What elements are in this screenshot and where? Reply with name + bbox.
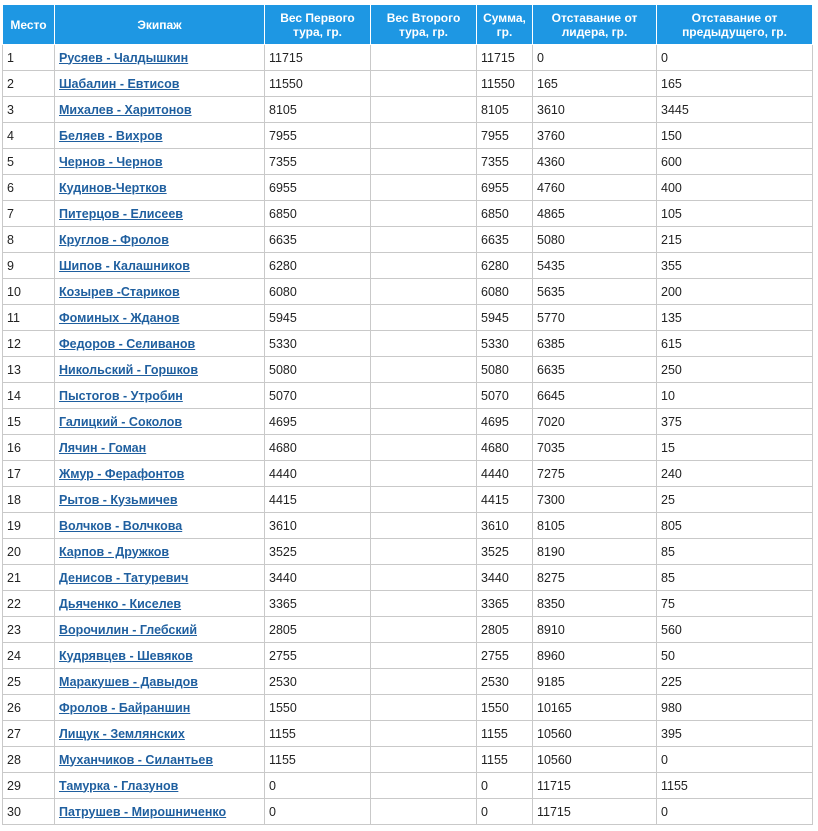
gap-previous-cell: 135 xyxy=(657,305,813,331)
crew-cell xyxy=(55,331,265,357)
weight-round-2-cell xyxy=(371,175,477,201)
crew-link[interactable]: Беляев - Вихров xyxy=(59,128,163,143)
place-cell: 1 xyxy=(3,45,55,71)
place-cell: 29 xyxy=(3,773,55,799)
table-row xyxy=(3,695,813,721)
weight-round-2-cell xyxy=(371,409,477,435)
crew-link[interactable]: Русяев - Чалдышкин xyxy=(59,50,189,65)
table-row xyxy=(3,669,813,695)
table-row xyxy=(3,305,813,331)
gap-leader-cell: 165 xyxy=(533,71,657,97)
weight-round-1-cell: 3610 xyxy=(265,513,371,539)
crew-cell xyxy=(55,695,265,721)
total-cell: 8105 xyxy=(477,97,533,123)
crew-cell xyxy=(55,643,265,669)
crew-cell xyxy=(55,175,265,201)
total-cell: 0 xyxy=(477,799,533,825)
place-cell: 2 xyxy=(3,71,55,97)
header-place: Место xyxy=(3,5,55,45)
crew-link[interactable]: Пыстогов - Утробин xyxy=(59,388,183,403)
gap-previous-cell: 400 xyxy=(657,175,813,201)
crew-link[interactable]: Фоминых - Жданов xyxy=(59,310,180,325)
header-weight-round-1: Вес Первого тура, гр. xyxy=(265,5,371,45)
total-cell: 5080 xyxy=(477,357,533,383)
weight-round-1-cell: 2530 xyxy=(265,669,371,695)
weight-round-2-cell xyxy=(371,435,477,461)
weight-round-1-cell: 2805 xyxy=(265,617,371,643)
weight-round-1-cell: 5070 xyxy=(265,383,371,409)
gap-leader-cell: 0 xyxy=(533,45,657,71)
crew-cell xyxy=(55,357,265,383)
crew-cell xyxy=(55,253,265,279)
gap-previous-cell: 50 xyxy=(657,643,813,669)
weight-round-2-cell xyxy=(371,123,477,149)
crew-cell xyxy=(55,513,265,539)
crew-cell xyxy=(55,591,265,617)
gap-previous-cell: 150 xyxy=(657,123,813,149)
weight-round-2-cell xyxy=(371,513,477,539)
gap-leader-cell: 4760 xyxy=(533,175,657,201)
crew-link[interactable]: Патрушев - Мирошниченко xyxy=(59,804,227,819)
gap-previous-cell: 355 xyxy=(657,253,813,279)
gap-leader-cell: 8105 xyxy=(533,513,657,539)
weight-round-1-cell: 1155 xyxy=(265,747,371,773)
total-cell: 3440 xyxy=(477,565,533,591)
place-cell: 18 xyxy=(3,487,55,513)
table-row xyxy=(3,513,813,539)
weight-round-1-cell: 5330 xyxy=(265,331,371,357)
weight-round-2-cell xyxy=(371,279,477,305)
gap-previous-cell: 375 xyxy=(657,409,813,435)
place-cell: 6 xyxy=(3,175,55,201)
weight-round-2-cell xyxy=(371,591,477,617)
place-cell: 25 xyxy=(3,669,55,695)
gap-leader-cell: 7035 xyxy=(533,435,657,461)
gap-previous-cell: 25 xyxy=(657,487,813,513)
crew-link[interactable]: Муханчиков - Силантьев xyxy=(59,752,214,767)
crew-cell xyxy=(55,305,265,331)
weight-round-2-cell xyxy=(371,643,477,669)
header-weight-round-2: Вес Второго тура, гр. xyxy=(371,5,477,45)
gap-leader-cell: 10165 xyxy=(533,695,657,721)
gap-leader-cell: 6645 xyxy=(533,383,657,409)
total-cell: 6280 xyxy=(477,253,533,279)
weight-round-1-cell: 0 xyxy=(265,799,371,825)
gap-leader-cell: 4360 xyxy=(533,149,657,175)
weight-round-2-cell xyxy=(371,461,477,487)
place-cell: 5 xyxy=(3,149,55,175)
weight-round-1-cell: 2755 xyxy=(265,643,371,669)
gap-leader-cell: 9185 xyxy=(533,669,657,695)
gap-leader-cell: 5435 xyxy=(533,253,657,279)
table-row xyxy=(3,591,813,617)
gap-previous-cell: 250 xyxy=(657,357,813,383)
gap-leader-cell: 8910 xyxy=(533,617,657,643)
table-row xyxy=(3,357,813,383)
weight-round-1-cell: 11550 xyxy=(265,71,371,97)
gap-leader-cell: 6635 xyxy=(533,357,657,383)
crew-cell xyxy=(55,45,265,71)
weight-round-1-cell: 1155 xyxy=(265,721,371,747)
table-row xyxy=(3,643,813,669)
crew-link[interactable]: Маракушев - Давыдов xyxy=(59,674,198,689)
crew-link[interactable]: Ворочилин - Глебский xyxy=(59,622,198,637)
weight-round-2-cell xyxy=(371,357,477,383)
crew-link[interactable]: Михалев - Харитонов xyxy=(59,102,192,117)
table-row xyxy=(3,227,813,253)
crew-link[interactable]: Федоров - Селиванов xyxy=(59,336,196,351)
total-cell: 7955 xyxy=(477,123,533,149)
table-row xyxy=(3,773,813,799)
crew-cell xyxy=(55,409,265,435)
total-cell: 3365 xyxy=(477,591,533,617)
total-cell: 6955 xyxy=(477,175,533,201)
table-row xyxy=(3,201,813,227)
place-cell: 24 xyxy=(3,643,55,669)
gap-leader-cell: 7020 xyxy=(533,409,657,435)
place-cell: 10 xyxy=(3,279,55,305)
total-cell: 5070 xyxy=(477,383,533,409)
gap-previous-cell: 165 xyxy=(657,71,813,97)
crew-cell xyxy=(55,227,265,253)
gap-previous-cell: 85 xyxy=(657,539,813,565)
gap-leader-cell: 8190 xyxy=(533,539,657,565)
table-header xyxy=(3,5,813,45)
weight-round-2-cell xyxy=(371,539,477,565)
table-row xyxy=(3,175,813,201)
crew-link[interactable]: Чернов - Чернов xyxy=(59,154,163,169)
table-row xyxy=(3,799,813,825)
place-cell: 20 xyxy=(3,539,55,565)
weight-round-1-cell: 3440 xyxy=(265,565,371,591)
gap-leader-cell: 6385 xyxy=(533,331,657,357)
crew-link[interactable]: Фролов - Байраншин xyxy=(59,700,191,715)
total-cell: 4440 xyxy=(477,461,533,487)
place-cell: 11 xyxy=(3,305,55,331)
crew-link[interactable]: Шипов - Калашников xyxy=(59,258,190,273)
crew-cell xyxy=(55,383,265,409)
gap-leader-cell: 4865 xyxy=(533,201,657,227)
weight-round-1-cell: 8105 xyxy=(265,97,371,123)
total-cell: 2755 xyxy=(477,643,533,669)
weight-round-2-cell xyxy=(371,747,477,773)
total-cell: 6635 xyxy=(477,227,533,253)
crew-cell xyxy=(55,487,265,513)
place-cell: 3 xyxy=(3,97,55,123)
gap-leader-cell: 8275 xyxy=(533,565,657,591)
weight-round-1-cell: 7355 xyxy=(265,149,371,175)
place-cell: 7 xyxy=(3,201,55,227)
crew-cell xyxy=(55,461,265,487)
place-cell: 19 xyxy=(3,513,55,539)
crew-cell xyxy=(55,97,265,123)
place-cell: 30 xyxy=(3,799,55,825)
place-cell: 22 xyxy=(3,591,55,617)
gap-previous-cell: 0 xyxy=(657,799,813,825)
weight-round-1-cell: 6635 xyxy=(265,227,371,253)
gap-previous-cell: 395 xyxy=(657,721,813,747)
gap-leader-cell: 5770 xyxy=(533,305,657,331)
crew-link[interactable]: Шабалин - Евтисов xyxy=(59,76,180,91)
crew-cell xyxy=(55,773,265,799)
gap-previous-cell: 1155 xyxy=(657,773,813,799)
place-cell: 21 xyxy=(3,565,55,591)
table-row xyxy=(3,565,813,591)
weight-round-2-cell xyxy=(371,45,477,71)
gap-previous-cell: 215 xyxy=(657,227,813,253)
gap-previous-cell: 200 xyxy=(657,279,813,305)
table-row xyxy=(3,97,813,123)
place-cell: 9 xyxy=(3,253,55,279)
table-row xyxy=(3,617,813,643)
gap-leader-cell: 7300 xyxy=(533,487,657,513)
crew-link[interactable]: Тамурка - Глазунов xyxy=(59,778,179,793)
place-cell: 27 xyxy=(3,721,55,747)
weight-round-1-cell: 3365 xyxy=(265,591,371,617)
weight-round-2-cell xyxy=(371,227,477,253)
weight-round-1-cell: 6850 xyxy=(265,201,371,227)
gap-previous-cell: 15 xyxy=(657,435,813,461)
place-cell: 26 xyxy=(3,695,55,721)
total-cell: 5945 xyxy=(477,305,533,331)
table-row xyxy=(3,71,813,97)
header-crew: Экипаж xyxy=(55,5,265,45)
table-row xyxy=(3,487,813,513)
weight-round-2-cell xyxy=(371,149,477,175)
weight-round-1-cell: 6280 xyxy=(265,253,371,279)
crew-link[interactable]: Кудинов-Чертков xyxy=(59,180,167,195)
crew-link[interactable]: Денисов - Татуревич xyxy=(59,570,189,585)
crew-cell xyxy=(55,617,265,643)
weight-round-2-cell xyxy=(371,97,477,123)
place-cell: 28 xyxy=(3,747,55,773)
gap-leader-cell: 10560 xyxy=(533,747,657,773)
total-cell: 1155 xyxy=(477,747,533,773)
crew-link[interactable]: Круглов - Фролов xyxy=(59,232,169,247)
crew-cell xyxy=(55,565,265,591)
gap-leader-cell: 8350 xyxy=(533,591,657,617)
weight-round-1-cell: 4695 xyxy=(265,409,371,435)
crew-cell xyxy=(55,279,265,305)
crew-link[interactable]: Жмур - Ферафонтов xyxy=(59,466,185,481)
table-row xyxy=(3,747,813,773)
gap-previous-cell: 0 xyxy=(657,747,813,773)
weight-round-1-cell: 5945 xyxy=(265,305,371,331)
gap-leader-cell: 5080 xyxy=(533,227,657,253)
gap-previous-cell: 240 xyxy=(657,461,813,487)
weight-round-2-cell xyxy=(371,721,477,747)
header-gap-leader: Отставание от лидера, гр. xyxy=(533,5,657,45)
crew-link[interactable]: Волчков - Волчкова xyxy=(59,518,183,533)
gap-leader-cell: 11715 xyxy=(533,799,657,825)
total-cell: 0 xyxy=(477,773,533,799)
gap-previous-cell: 105 xyxy=(657,201,813,227)
results-table xyxy=(2,4,813,825)
weight-round-2-cell xyxy=(371,71,477,97)
gap-previous-cell: 980 xyxy=(657,695,813,721)
total-cell: 4680 xyxy=(477,435,533,461)
table-row xyxy=(3,383,813,409)
total-cell: 1155 xyxy=(477,721,533,747)
weight-round-1-cell: 0 xyxy=(265,773,371,799)
weight-round-1-cell: 6955 xyxy=(265,175,371,201)
gap-previous-cell: 225 xyxy=(657,669,813,695)
total-cell: 11550 xyxy=(477,71,533,97)
crew-cell xyxy=(55,539,265,565)
crew-link[interactable]: Рытов - Кузьмичев xyxy=(59,492,178,507)
total-cell: 7355 xyxy=(477,149,533,175)
weight-round-2-cell xyxy=(371,617,477,643)
weight-round-2-cell xyxy=(371,799,477,825)
place-cell: 15 xyxy=(3,409,55,435)
weight-round-2-cell xyxy=(371,331,477,357)
place-cell: 23 xyxy=(3,617,55,643)
gap-leader-cell: 8960 xyxy=(533,643,657,669)
table-row xyxy=(3,123,813,149)
total-cell: 3525 xyxy=(477,539,533,565)
table-row xyxy=(3,539,813,565)
weight-round-1-cell: 11715 xyxy=(265,45,371,71)
crew-link[interactable]: Карпов - Дружков xyxy=(59,544,170,559)
weight-round-1-cell: 4680 xyxy=(265,435,371,461)
weight-round-2-cell xyxy=(371,253,477,279)
weight-round-2-cell xyxy=(371,201,477,227)
gap-previous-cell: 10 xyxy=(657,383,813,409)
crew-link[interactable]: Козырев -Стариков xyxy=(59,284,180,299)
crew-cell xyxy=(55,435,265,461)
header-total: Сумма, гр. xyxy=(477,5,533,45)
weight-round-2-cell xyxy=(371,669,477,695)
table-row xyxy=(3,149,813,175)
crew-cell xyxy=(55,669,265,695)
table-row xyxy=(3,279,813,305)
total-cell: 5330 xyxy=(477,331,533,357)
crew-link[interactable]: Никольский - Горшков xyxy=(59,362,199,377)
crew-link[interactable]: Галицкий - Соколов xyxy=(59,414,183,429)
gap-leader-cell: 11715 xyxy=(533,773,657,799)
gap-previous-cell: 0 xyxy=(657,45,813,71)
weight-round-2-cell xyxy=(371,773,477,799)
gap-leader-cell: 5635 xyxy=(533,279,657,305)
gap-previous-cell: 75 xyxy=(657,591,813,617)
header-gap-previous: Отставание от предыдущего, гр. xyxy=(657,5,813,45)
crew-cell xyxy=(55,149,265,175)
crew-link[interactable]: Кудрявцев - Шевяков xyxy=(59,648,193,663)
gap-previous-cell: 600 xyxy=(657,149,813,175)
place-cell: 16 xyxy=(3,435,55,461)
place-cell: 8 xyxy=(3,227,55,253)
weight-round-2-cell xyxy=(371,565,477,591)
gap-previous-cell: 560 xyxy=(657,617,813,643)
place-cell: 4 xyxy=(3,123,55,149)
weight-round-1-cell: 4415 xyxy=(265,487,371,513)
total-cell: 3610 xyxy=(477,513,533,539)
crew-link[interactable]: Дьяченко - Киселев xyxy=(59,596,182,611)
place-cell: 12 xyxy=(3,331,55,357)
table-row xyxy=(3,409,813,435)
gap-previous-cell: 805 xyxy=(657,513,813,539)
place-cell: 14 xyxy=(3,383,55,409)
total-cell: 6850 xyxy=(477,201,533,227)
gap-leader-cell: 3760 xyxy=(533,123,657,149)
total-cell: 2530 xyxy=(477,669,533,695)
weight-round-1-cell: 6080 xyxy=(265,279,371,305)
gap-previous-cell: 85 xyxy=(657,565,813,591)
weight-round-1-cell: 7955 xyxy=(265,123,371,149)
crew-cell xyxy=(55,721,265,747)
table-row xyxy=(3,45,813,71)
total-cell: 11715 xyxy=(477,45,533,71)
gap-leader-cell: 10560 xyxy=(533,721,657,747)
table-body xyxy=(3,45,813,825)
total-cell: 1550 xyxy=(477,695,533,721)
table-row xyxy=(3,331,813,357)
gap-leader-cell: 3610 xyxy=(533,97,657,123)
crew-link[interactable]: Лячин - Гоман xyxy=(59,440,147,455)
weight-round-2-cell xyxy=(371,305,477,331)
crew-cell xyxy=(55,747,265,773)
table-row xyxy=(3,253,813,279)
weight-round-2-cell xyxy=(371,383,477,409)
crew-cell xyxy=(55,201,265,227)
place-cell: 13 xyxy=(3,357,55,383)
gap-leader-cell: 7275 xyxy=(533,461,657,487)
weight-round-1-cell: 4440 xyxy=(265,461,371,487)
place-cell: 17 xyxy=(3,461,55,487)
crew-link[interactable]: Лищук - Землянских xyxy=(59,726,185,741)
total-cell: 6080 xyxy=(477,279,533,305)
crew-cell xyxy=(55,799,265,825)
total-cell: 4415 xyxy=(477,487,533,513)
crew-link[interactable]: Питерцов - Елисеев xyxy=(59,206,183,221)
header-row xyxy=(3,5,813,45)
crew-cell xyxy=(55,123,265,149)
weight-round-1-cell: 3525 xyxy=(265,539,371,565)
table-row xyxy=(3,461,813,487)
gap-previous-cell: 3445 xyxy=(657,97,813,123)
crew-cell xyxy=(55,71,265,97)
gap-previous-cell: 615 xyxy=(657,331,813,357)
weight-round-2-cell xyxy=(371,487,477,513)
weight-round-1-cell: 1550 xyxy=(265,695,371,721)
table-row xyxy=(3,435,813,461)
table-row xyxy=(3,721,813,747)
weight-round-2-cell xyxy=(371,695,477,721)
total-cell: 2805 xyxy=(477,617,533,643)
total-cell: 4695 xyxy=(477,409,533,435)
weight-round-1-cell: 5080 xyxy=(265,357,371,383)
